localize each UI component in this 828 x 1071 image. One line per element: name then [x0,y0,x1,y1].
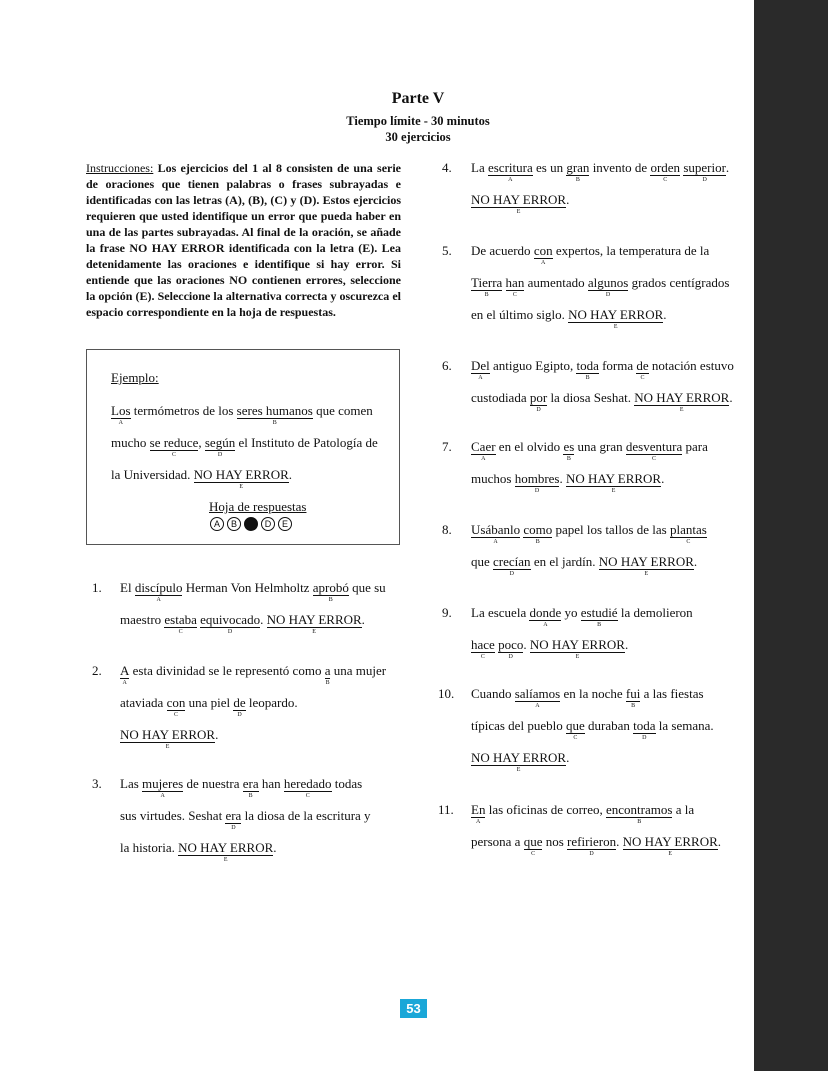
option-letter: E [312,629,316,635]
question-number: 10. [438,686,455,701]
option-letter: D [227,629,233,635]
underlined-option: con A [533,243,553,266]
instructions [86,160,401,320]
underlined-option: según D [204,435,236,458]
question-number: 4. [442,160,452,175]
example-line: Los A termómetros de los seres humanos B que comen [111,403,373,426]
underlined-option: NO HAY ERROR E [471,750,567,773]
option-letter: B [325,680,330,686]
underlined-option: En A [471,802,486,825]
option-letter: C [171,452,176,458]
instructions-text: Los ejercicios del 1 al 8 consisten de una serie de oraciones que tienen palabras o frases subrayadas e identificadas con las letras (A), (B), (C) y (D). Estos ejercicios requieren que usted identifique un error que pueda haber en una de las partes subrayadas. Al final de la oración, se añade la frase NO HAY ERROR identificada con la letra (E). Lea detenidamente las oraciones e identifique si hay error. Si entiende que las oraciones NO contienen errores, seleccione la opción (E). Seleccione la alternativa correcta y oscurezca el espacio correspondiente en la hoja de respuestas. [86,161,402,319]
underlined-option: se reduce C [149,435,199,458]
option-letter: A [481,456,486,462]
underlined-option: como B [523,522,553,545]
question-line: típicas del pueblo que C duraban toda D la semana. [471,718,714,741]
underlined-option: NO HAY ERROR E [634,390,730,413]
question-number: 11. [438,802,454,817]
underlined-option: desventura C [625,439,683,462]
option-letter: C [173,712,178,718]
underlined-option: era B [242,776,259,799]
page-number: 53 [400,999,427,1018]
underlined-option: fui B [625,686,641,709]
question-line: en el último siglo. NO HAY ERROR E . [471,307,667,330]
underlined-option: aprobó B [312,580,349,603]
answer-bubble: A [210,517,224,531]
underlined-option: poco D [498,637,524,660]
side-band [754,0,828,1071]
question-line: NO HAY ERROR E . [120,727,219,750]
question-line: muchos hombres D . NO HAY ERROR E . [471,471,665,494]
option-letter: A [122,680,127,686]
underlined-option: toda B [576,358,599,381]
option-letter: D [642,735,647,741]
option-letter: E [613,324,618,330]
page-title: Parte V [391,90,445,107]
question-number: 3. [92,776,102,791]
option-letter: C [573,735,578,741]
option-letter: B [575,177,580,183]
underlined-option: de C [636,358,649,381]
option-letter: E [239,484,244,490]
instructions-label: Instrucciones: [86,161,154,175]
option-letter: E [516,767,521,773]
option-letter: C [178,629,183,635]
answer-bubble: D [261,517,275,531]
option-letter: D [508,654,513,660]
option-letter: B [535,539,540,545]
option-letter: D [509,571,514,577]
option-letter: C [686,539,691,545]
underlined-option: mujeres A [142,776,184,799]
option-letter: A [541,260,546,266]
underlined-option: Tierra B [471,275,503,298]
underlined-option: escritura A [487,160,533,183]
question-line: La escritura A es un gran B invento de orden C superior D . [471,160,730,183]
underlined-option: NO HAY ERROR E [193,467,289,490]
example-line: mucho se reduce C , según D el Instituto de Patología de [111,435,378,458]
option-letter: C [663,177,668,183]
option-letter: C [512,292,517,298]
question-number: 8. [442,522,452,537]
underlined-option: NO HAY ERROR E [622,834,718,857]
underlined-option: seres humanos B [236,403,313,426]
option-letter: E [516,209,521,215]
question-line: Usábanlo A como B papel los tallos de las plantas C [471,522,707,545]
underlined-option: a B [324,663,331,686]
question-line: Cuando salíamos A en la noche fui B a las fiestas [471,686,704,709]
option-letter: A [535,703,540,709]
option-letter: A [476,819,481,825]
underlined-option: han C [505,275,525,298]
question-line: De acuerdo con A expertos, la temperatura de la [471,243,710,266]
underlined-option: era D [225,808,242,831]
option-letter: E [223,857,228,863]
underlined-option: Usábanlo A [471,522,521,545]
underlined-option: discípulo A [134,580,183,603]
exercise-count: 30 ejercicios [385,130,451,144]
question-line: Del A antiguo Egipto, toda B forma de C notación estuvo [471,358,734,381]
question-line: La escuela donde A yo estudié B la demolieron [471,605,693,628]
option-letter: C [640,375,645,381]
underlined-option: Del A [471,358,490,381]
underlined-option: es B [563,439,575,462]
option-letter: B [248,793,253,799]
example-line: la Universidad. NO HAY ERROR E . [111,467,293,490]
option-letter: A [478,375,483,381]
underlined-option: heredado C [283,776,332,799]
option-letter: B [484,292,489,298]
option-letter: E [165,744,170,750]
option-letter: A [493,539,498,545]
question-line: A A esta divinidad se le representó como a B una mujer [120,663,387,686]
option-letter: E [679,407,684,413]
underlined-option: algunos D [587,275,629,298]
option-letter: D [702,177,707,183]
option-letter: B [597,622,602,628]
question-number: 9. [442,605,452,620]
question-line: ataviada con C una piel de D leopardo. [120,695,298,718]
underlined-option: que C [523,834,543,857]
underlined-option: NO HAY ERROR E [568,307,664,330]
underlined-option: estudié B [580,605,618,628]
question-line: Las mujeres A de nuestra era B han heredado C todas [120,776,363,799]
option-letter: B [637,819,642,825]
question-line: Caer A en el olvido es B una gran desventura C para [471,439,708,462]
underlined-option: A A [120,663,130,686]
question-line: sus virtudes. Seshat era D la diosa de la escritura y [120,808,371,831]
question-line: que crecían D en el jardín. NO HAY ERROR E . [471,554,698,577]
underlined-option: orden C [650,160,681,183]
underlined-option: hombres D [514,471,560,494]
underlined-option: NO HAY ERROR E [178,840,274,863]
answer-bubble: B [227,517,241,531]
question-line: NO HAY ERROR E . [471,192,570,215]
underlined-option: equivocado D [200,612,261,635]
option-letter: B [585,375,590,381]
option-letter: D [534,488,540,494]
option-letter: C [531,851,536,857]
option-letter: B [328,597,333,603]
underlined-option: Los A [111,403,131,426]
option-letter: D [231,825,236,831]
underlined-option: salíamos A [514,686,561,709]
underlined-option: Caer A [471,439,496,462]
underlined-option: toda D [633,718,656,741]
example-label: Ejemplo: [111,370,159,385]
question-line: Tierra B han C aumentado algunos D grados centígrados [471,275,730,298]
option-letter: A [118,420,123,426]
underlined-option: NO HAY ERROR E [598,554,694,577]
question-number: 5. [442,243,452,258]
option-letter: A [543,622,548,628]
question-line: maestro estaba C equivocado D . NO HAY ERROR E . [120,612,365,635]
time-limit: Tiempo límite - 30 minutos [346,114,490,128]
underlined-option: donde A [529,605,562,628]
option-letter: A [160,793,165,799]
question-line: hace C poco D . NO HAY ERROR E . [471,637,629,660]
question-number: 7. [442,439,452,454]
underlined-option: estaba C [164,612,197,635]
underlined-option: plantas C [669,522,707,545]
option-letter: E [668,851,673,857]
underlined-option: de D [233,695,246,718]
question-line: NO HAY ERROR E . [471,750,570,773]
option-letter: C [305,793,310,799]
underlined-option: gran B [566,160,590,183]
question-line: custodiada por D la diosa Seshat. NO HAY ERROR E . [471,390,733,413]
option-letter: B [631,703,636,709]
question-number: 6. [442,358,452,373]
underlined-option: por D [529,390,548,413]
option-letter: B [566,456,571,462]
question-number: 2. [92,663,102,678]
underlined-option: que C [565,718,585,741]
option-letter: E [575,654,580,660]
option-letter: A [156,597,161,603]
answer-bubble [244,517,258,531]
question-line: En A las oficinas de correo, encontramos B a la [471,802,695,825]
answer-bubbles [210,517,292,531]
underlined-option: encontramos B [606,802,673,825]
option-letter: E [644,571,649,577]
question-line: El discípulo A Herman Von Helmholtz aprobó B que su [120,580,386,603]
option-letter: D [536,407,541,413]
option-letter: B [272,420,277,426]
option-letter: C [480,654,485,660]
option-letter: D [605,292,611,298]
option-letter: D [217,452,223,458]
option-letter: D [237,712,242,718]
question-number: 1. [92,580,102,595]
question-line: la historia. NO HAY ERROR E . [120,840,277,863]
underlined-option: hace C [471,637,495,660]
question-line: persona a que C nos refirieron D . NO HAY ERROR E . [471,834,721,857]
underlined-option: superior D [683,160,726,183]
underlined-option: crecían D [493,554,531,577]
answer-sheet-label: Hoja de respuestas [209,499,307,514]
underlined-option: NO HAY ERROR E [266,612,362,635]
underlined-option: con C [166,695,186,718]
underlined-option: refirieron D [567,834,617,857]
option-letter: D [589,851,594,857]
answer-bubble: E [278,517,292,531]
underlined-option: NO HAY ERROR E [471,192,567,215]
option-letter: E [611,488,616,494]
underlined-option: NO HAY ERROR E [529,637,625,660]
option-letter: A [508,177,513,183]
underlined-option: NO HAY ERROR E [565,471,662,494]
option-letter: C [652,456,657,462]
underlined-option: NO HAY ERROR E [120,727,216,750]
